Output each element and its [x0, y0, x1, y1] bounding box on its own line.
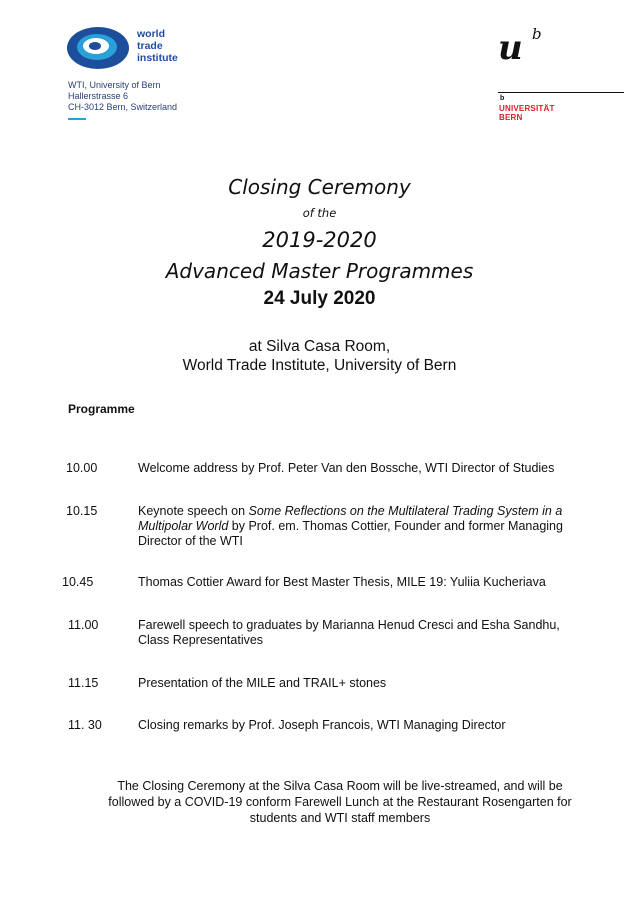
closing-note-line: followed by a COVID-19 conform Farewell Lunch at the Restaurant Rosengarten for: [108, 795, 572, 809]
address-line: CH-3012 Bern, Switzerland: [68, 102, 178, 112]
programme-time: 11. 30: [68, 718, 102, 732]
closing-note-line: students and WTI staff members: [249, 811, 431, 825]
programme-item: Closing remarks by Prof. Joseph Francois, WTI Managing Director: [138, 718, 506, 732]
programme-item: [138, 504, 598, 549]
closing-note: [80, 778, 600, 826]
wti-logo-word: trade: [137, 40, 163, 52]
programme-time: 10.45: [62, 575, 94, 589]
uni-bern-name: BERN: [499, 113, 523, 122]
wti-logo-word: institute: [137, 52, 178, 64]
uni-bern-logo-small-b: b: [500, 95, 505, 102]
title-programmes: Advanced Master Programmes: [165, 259, 474, 283]
ceremony-title: Closing Ceremony: [228, 175, 411, 199]
programme-time: 11.15: [68, 676, 99, 690]
closing-note-line: The Closing Ceremony at the Silva Casa Room will be live-streamed, and will be: [117, 779, 563, 793]
venue-line: World Trade Institute, University of Bern: [182, 357, 457, 374]
programme-item: Presentation of the MILE and TRAIL+ stones: [138, 676, 387, 690]
programme-time: 10.15: [66, 504, 98, 518]
programme-item-text: Keynote speech on: [138, 504, 249, 518]
uni-bern-logo-superscript: b: [532, 25, 542, 43]
address-divider: [68, 118, 86, 120]
programme-heading: Programme: [68, 402, 135, 416]
programme-time: 11.00: [68, 618, 99, 632]
wti-logo-word: world: [137, 28, 165, 40]
uni-bern-logo-mark: u: [498, 28, 523, 68]
ceremony-date: 24 July 2020: [263, 288, 376, 309]
uni-bern-name: UNIVERSITÄT: [499, 104, 555, 113]
programme-item-text: by Prof. em. Thomas Cottier, Founder and former Managing Director of the WTI: [138, 519, 563, 548]
programme-item: Welcome address by Prof. Peter Van den Bossche, WTI Director of Studies: [138, 461, 555, 475]
programme-time: 10.00: [66, 461, 98, 475]
venue-line: at Silva Casa Room,: [248, 338, 391, 355]
keynote-title: Some Reflections on the Multilateral Trading System in a Multipolar World: [138, 504, 563, 533]
title-year: 2019-2020: [262, 228, 377, 252]
programme-item: Thomas Cottier Award for Best Master Thesis, MILE 19: Yuliia Kucheriava: [138, 575, 546, 589]
address-line: WTI, University of Bern: [68, 80, 161, 90]
address-line: Hallerstrasse 6: [68, 91, 129, 101]
title-connector: of the: [302, 206, 337, 220]
programme-item: Farewell speech to graduates by Marianna Henud Cresci and Esha Sandhu, Class Representatives: [138, 618, 560, 647]
uni-bern-logo-rule: [498, 92, 624, 93]
wti-logo: [66, 26, 130, 70]
